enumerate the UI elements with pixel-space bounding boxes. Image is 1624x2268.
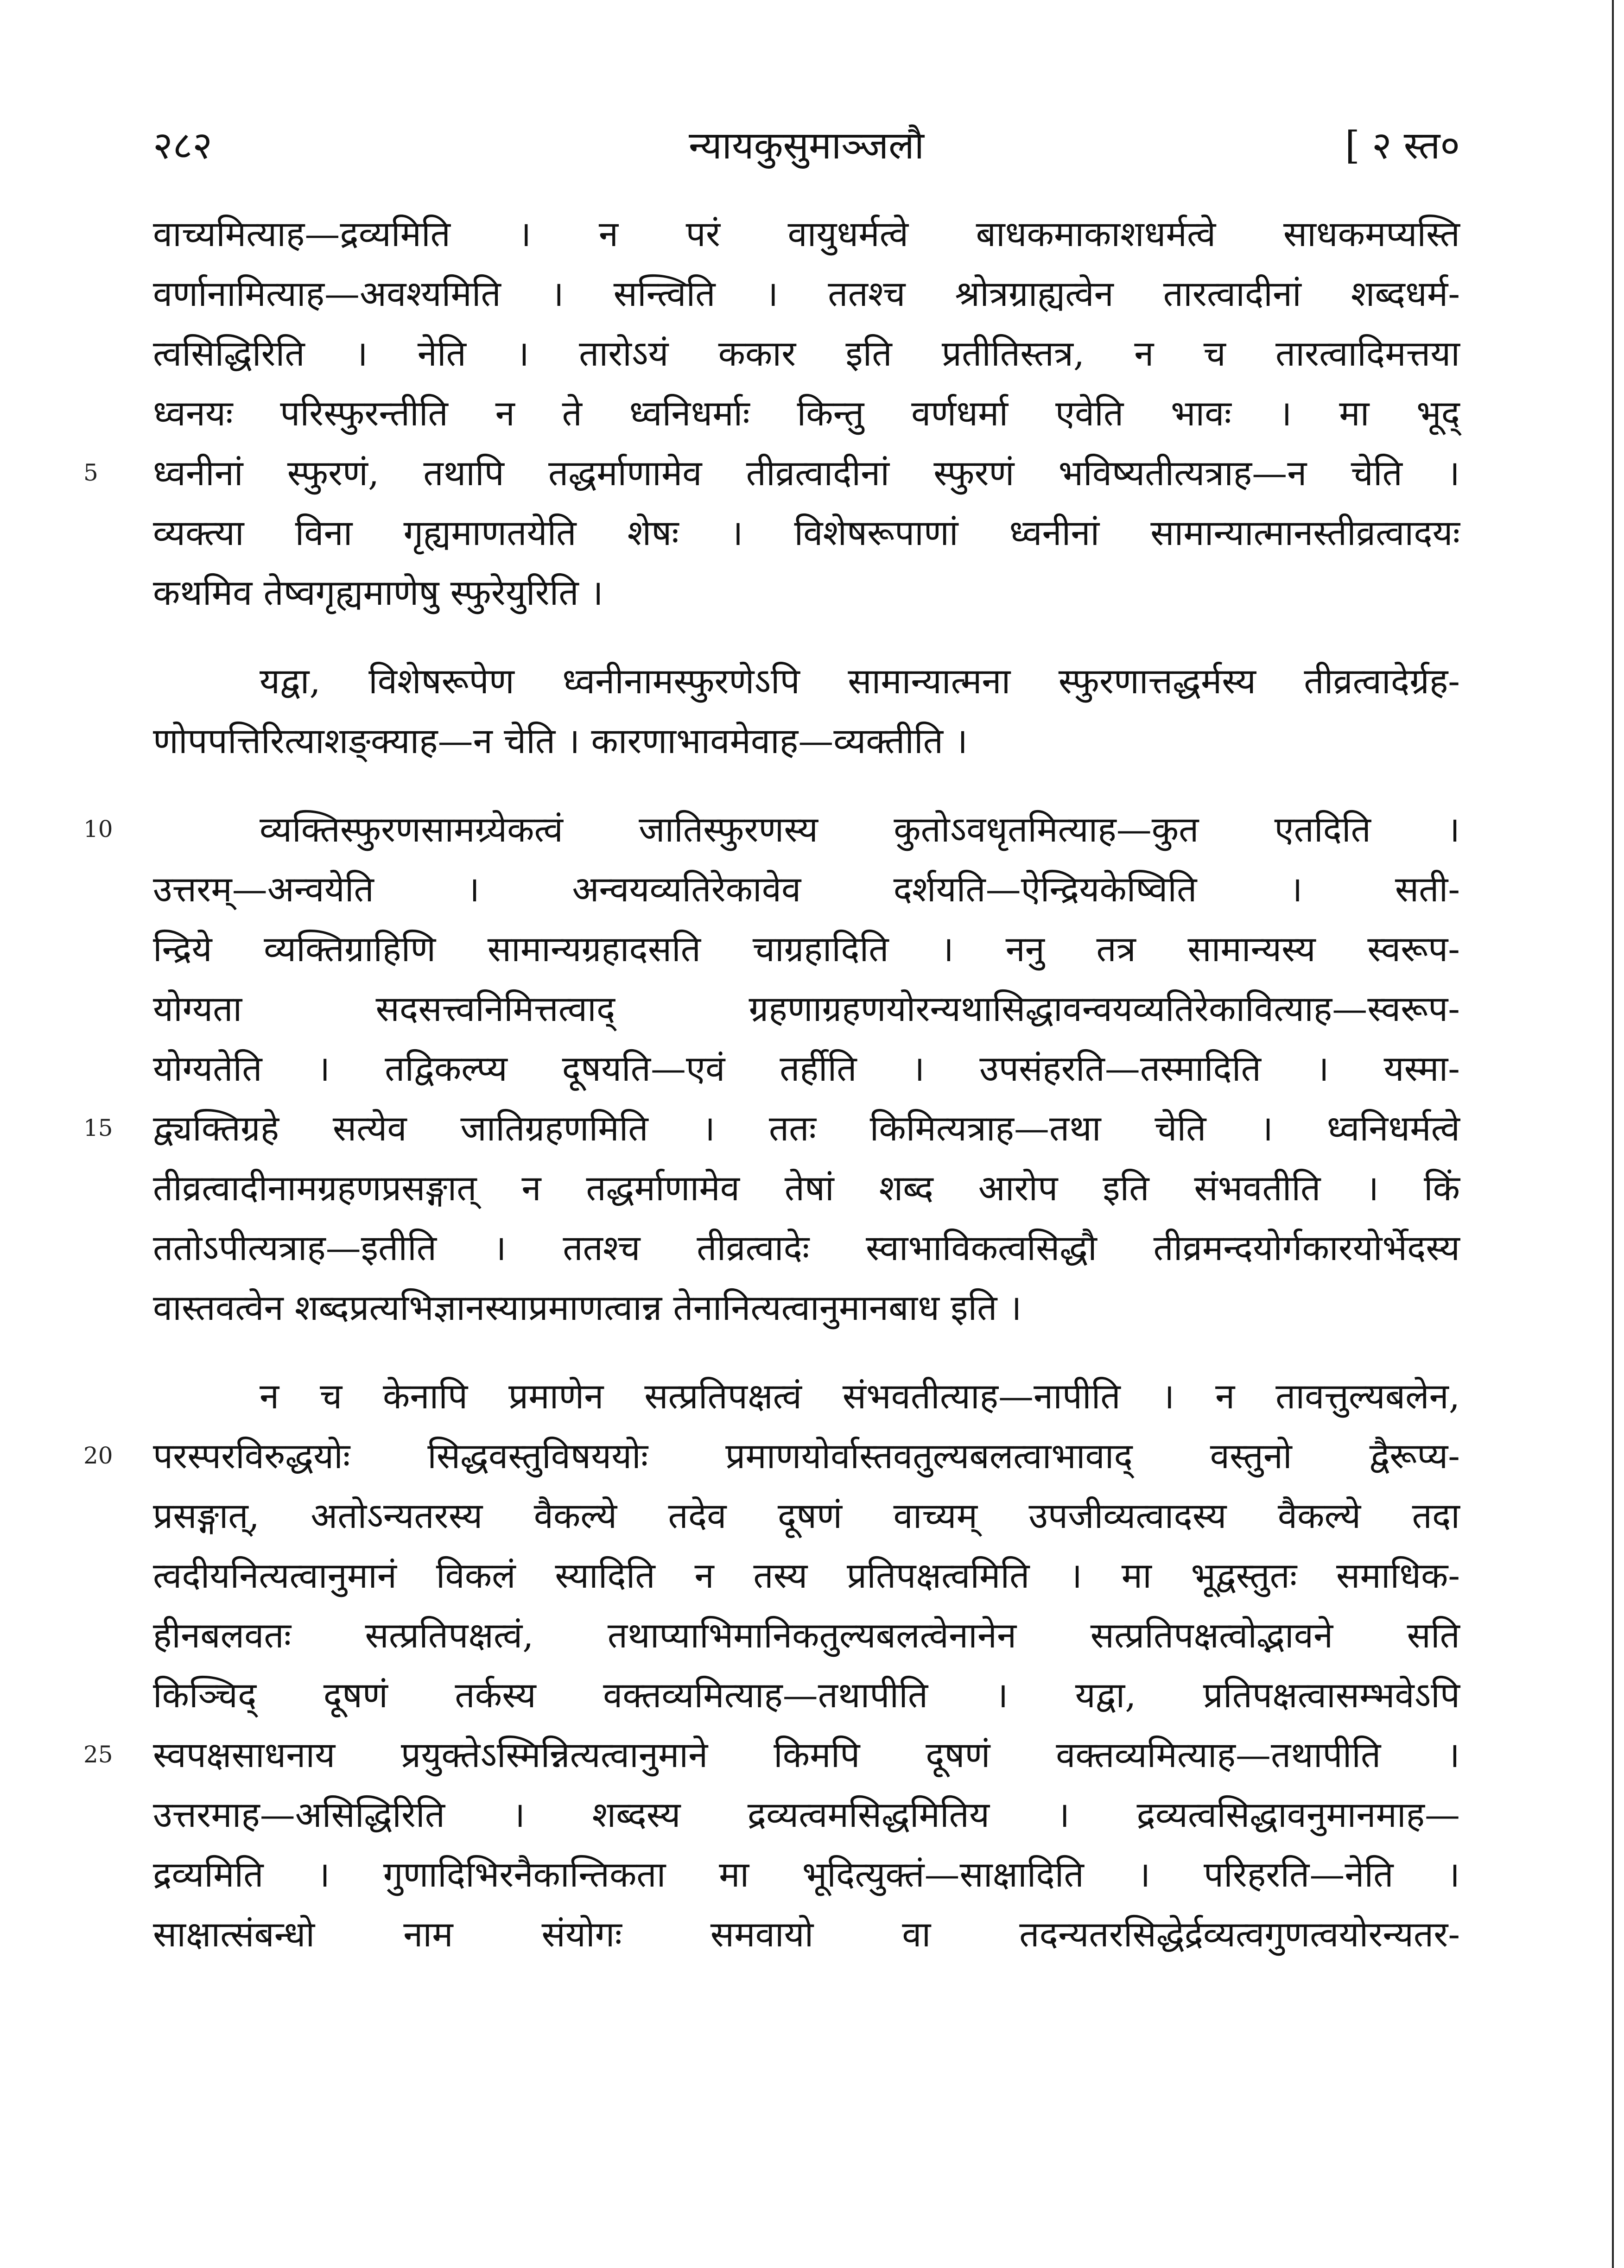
- line-number: 10: [83, 816, 113, 843]
- line-text: किञ्चिद् दूषणं तर्कस्य वक्तव्यमित्याह—तथापीति । यद्वा, प्रतिपक्षत्वासम्भवेऽपि: [153, 1674, 1460, 1716]
- text-line: [153, 1546, 1460, 1605]
- text-line: [153, 651, 1460, 711]
- commentary-text: [83, 204, 1460, 1964]
- line-number: 25: [83, 1741, 113, 1768]
- line-number: 15: [83, 1115, 113, 1141]
- line-text: द्व्यक्तिग्रहे सत्येव जातिग्रहणमिति । ततः किमित्यत्राह—तथा चेति । ध्वनिधर्मत्वे: [153, 1108, 1460, 1149]
- text-line: [153, 1218, 1460, 1278]
- text-line: [83, 799, 1460, 859]
- text-line: [83, 1725, 1460, 1785]
- line-text: न च केनापि प्रमाणेन सत्प्रतिपक्षत्वं संभवतीत्याह—नापीति । न तावत्तुल्यबलेन,: [260, 1375, 1460, 1417]
- line-text: वर्णानामित्याह—अवश्यमिति । सन्त्विति । ततश्च श्रोत्रग्राह्यत्वेन तारत्वादीनां शब्दधर्म-: [153, 273, 1460, 314]
- line-number: 20: [83, 1442, 113, 1469]
- page-number: २८२: [153, 124, 212, 168]
- text-line: [153, 1605, 1460, 1665]
- text-line: [153, 323, 1460, 383]
- line-text: त्वसिद्धिरिति । नेति । तारोऽयं ककार इति प्रतीतिस्तत्र, न च तारत्वादिमत्तया: [153, 333, 1460, 374]
- line-text: वाच्यमित्याह—द्रव्यमिति । न परं वायुधर्मत्वे बाधकमाकाशधर्मत्वे साधकमप्यस्ति: [153, 213, 1460, 254]
- text-line: [153, 859, 1460, 919]
- text-line: [83, 1098, 1460, 1158]
- line-text: व्यक्तिस्फुरणसामग्र्येकत्वं जातिस्फुरणस्य कुतोऽवधृतमित्याह—कुत एतदिति ।: [260, 809, 1460, 850]
- text-line: [153, 1665, 1460, 1725]
- line-text: कथमिव तेष्वगृह्यमाणेषु स्फुरेयुरिति ।: [153, 572, 603, 613]
- line-text: त्वदीयनित्यत्वानुमानं विकलं स्यादिति न तस्य प्रतिपक्षत्वमिति । मा भूद्वस्तुतः समाधिक-: [153, 1555, 1460, 1596]
- line-text: योग्यतेति । तद्विकल्प्य दूषयति—एवं तर्हीति । उपसंहरति—तस्मादिति । यस्मा-: [153, 1048, 1460, 1089]
- text-line: [153, 503, 1460, 563]
- text-line: [153, 1278, 1460, 1337]
- text-line: [83, 1426, 1460, 1486]
- line-text: परस्परविरुद्धयोः सिद्धवस्तुविषययोः प्रमाणयोर्वास्तवतुल्यबलत्वाभावाद् वस्तुनो द्वैरूप्य-: [153, 1435, 1460, 1476]
- line-text: हीनबलवतः सत्प्रतिपक्षत्वं, तथाप्याभिमानिकतुल्यबलत्वेनानेन सत्प्रतिपक्षत्वोद्भावने सति: [153, 1615, 1460, 1656]
- text-line: [153, 1486, 1460, 1546]
- section-marker: [ २ स्त०: [1345, 124, 1460, 168]
- text-line: [153, 1785, 1460, 1844]
- text-line: [153, 1158, 1460, 1218]
- line-text: न्द्रिये व्यक्तिग्राहिणि सामान्यग्रहादसति चाग्रहादिति । ननु तत्र सामान्यस्य स्वरूप-: [153, 928, 1460, 969]
- text-line: [153, 979, 1460, 1039]
- text-line: [153, 204, 1460, 264]
- line-text: स्वपक्षसाधनाय प्रयुक्तेऽस्मिन्नित्यत्वानुमाने किमपि दूषणं वक्तव्यमित्याह—तथापीति ।: [153, 1734, 1460, 1775]
- text-line: [83, 443, 1460, 503]
- line-text: व्यक्त्या विना गृह्यमाणतयेति शेषः । विशेषरूपाणां ध्वनीनां सामान्यात्मानस्तीव्रत्वादयः: [153, 512, 1460, 553]
- line-text: साक्षात्संबन्धो नाम संयोगः समवायो वा तदन्यतरसिद्धेर्द्रव्यत्वगुणत्वयोरन्यतर-: [153, 1913, 1460, 1955]
- page-header: [153, 118, 1460, 174]
- line-text: ध्वनीनां स्फुरणं, तथापि तद्धर्माणामेव तीव्रत्वादीनां स्फुरणं भविष्यतीत्यत्राह—न चेति ।: [153, 452, 1460, 494]
- line-text: ध्वनयः परिस्फुरन्तीति न ते ध्वनिधर्माः किन्तु वर्णधर्मा एवेति भावः । मा भूद्: [153, 393, 1460, 434]
- line-text: प्रसङ्गात्, अतोऽन्यतरस्य वैकल्ये तदेव दूषणं वाच्यम् उपजीव्यत्वादस्य वैकल्ये तदा: [153, 1495, 1460, 1536]
- line-text: तीव्रत्वादीनामग्रहणप्रसङ्गात् न तद्धर्माणामेव तेषां शब्द आरोप इति संभवतीति । किं: [153, 1167, 1460, 1209]
- text-line: [153, 563, 1460, 622]
- text-line: [153, 383, 1460, 443]
- line-text: उत्तरमाह—असिद्धिरिति । शब्दस्य द्रव्यत्वमसिद्धमितिय । द्रव्यत्वसिद्धावनुमानमाह—: [153, 1794, 1460, 1835]
- line-text: यद्वा, विशेषरूपेण ध्वनीनामस्फुरणेऽपि सामान्यात्मना स्फुरणात्तद्धर्मस्य तीव्रत्वादेर्ग्रह-: [260, 660, 1460, 702]
- text-line: [153, 1844, 1460, 1904]
- line-text: णोपपत्तिरित्याशङ्क्याह—न चेति । कारणाभावमेवाह—व्यक्तीति ।: [153, 720, 968, 761]
- text-line: [153, 1366, 1460, 1426]
- page-edge-line: [1612, 0, 1614, 2268]
- line-text: उत्तरम्—अन्वयेति । अन्वयव्यतिरेकावेव दर्शयति—ऐन्द्रियकेष्विति । सती-: [153, 868, 1460, 910]
- line-text: वास्तवत्वेन शब्दप्रत्यभिज्ञानस्याप्रमाणत्वान्न तेनानित्यत्वानुमानबाध इति ।: [153, 1287, 1022, 1328]
- line-text: योग्यता सदसत्त्वनिमित्तत्वाद् ग्रहणाग्रहणयोरन्यथासिद्धावन्वयव्यतिरेकावित्याह—स्वरूप-: [153, 988, 1460, 1029]
- text-line: [153, 1904, 1460, 1964]
- line-text: ततोऽपीत्यत्राह—इतीति । ततश्च तीव्रत्वादेः स्वाभाविकत्वसिद्धौ तीव्रमन्दयोर्गकारयोर्भेदस्य: [153, 1227, 1460, 1268]
- text-line: [153, 1039, 1460, 1098]
- text-line: [153, 711, 1460, 771]
- text-line: [153, 919, 1460, 979]
- running-title: न्यायकुसुमाञ्जलौ: [689, 124, 924, 168]
- line-number: 5: [83, 459, 98, 486]
- text-line: [153, 264, 1460, 323]
- line-text: द्रव्यमिति । गुणादिभिरनैकान्तिकता मा भूदित्युक्तं—साक्षादिति । परिहरति—नेति ।: [153, 1854, 1460, 1895]
